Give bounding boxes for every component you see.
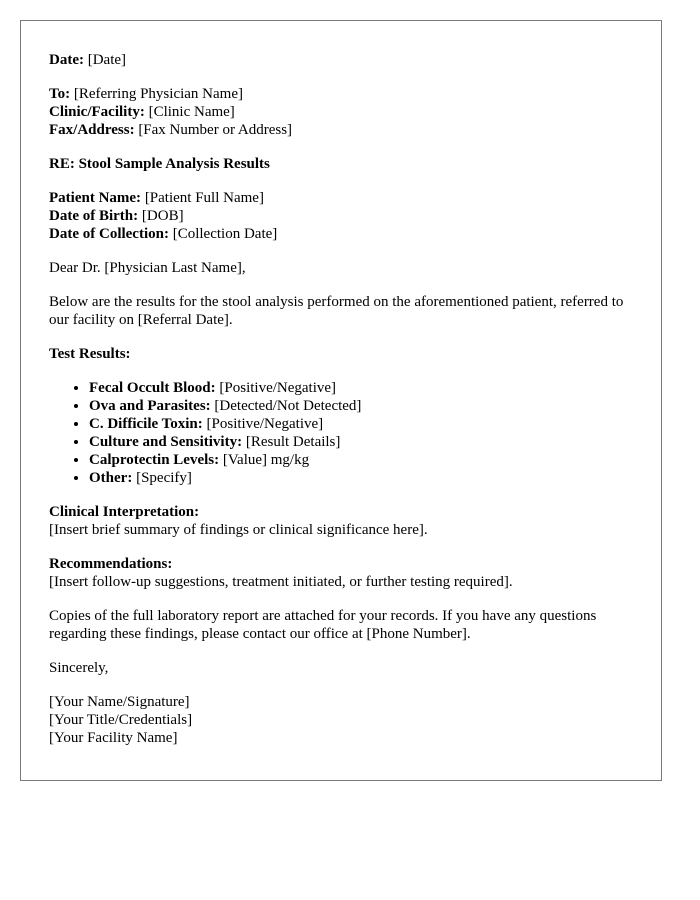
result-label: Calprotectin Levels: [89, 452, 220, 468]
test-results-heading [49, 345, 633, 363]
recipient-to [49, 85, 633, 103]
recommendations-section [49, 555, 633, 591]
recipient-clinic-value: [Clinic Name] [148, 104, 235, 120]
result-value: [Specify] [136, 470, 192, 486]
patient-name [49, 189, 633, 207]
result-label: Ova and Parasites: [89, 398, 211, 414]
recipient-to-label: To: [49, 86, 71, 102]
list-item [89, 451, 633, 469]
salutation: Dear Dr. [Physician Last Name], [49, 260, 246, 276]
subject-text: RE: Stool Sample Analysis Results [49, 156, 270, 172]
list-item [89, 379, 633, 397]
result-value: [Value] mg/kg [222, 452, 310, 468]
list-item [89, 469, 633, 487]
patient-name-label: Patient Name: [49, 190, 142, 206]
recipient-clinic-label: Clinic/Facility: [49, 104, 145, 120]
patient-block [49, 189, 633, 243]
list-item [89, 433, 633, 451]
recipient-fax-label: Fax/Address: [49, 122, 135, 138]
sign-off: Sincerely, [49, 660, 109, 676]
recipient-block [49, 85, 633, 139]
signature-facility: [Your Facility Name] [49, 730, 178, 746]
recommendations-heading: Recommendations: [49, 556, 173, 572]
result-label: Culture and Sensitivity: [89, 434, 243, 450]
patient-dob-label: Date of Birth: [49, 208, 139, 224]
signature-title: [Your Title/Credentials] [49, 712, 193, 728]
recipient-fax-value: [Fax Number or Address] [138, 122, 293, 138]
recipient-to-value: [Referring Physician Name] [73, 86, 243, 102]
letter-document [20, 20, 662, 781]
patient-name-value: [Patient Full Name] [144, 190, 264, 206]
result-value: [Positive/Negative] [219, 380, 337, 396]
result-label: C. Difficile Toxin: [89, 416, 203, 432]
date-label: Date: [49, 52, 84, 68]
result-value: [Positive/Negative] [206, 416, 324, 432]
test-results-heading-text: Test Results: [49, 346, 131, 362]
interpretation-heading: Clinical Interpretation: [49, 504, 200, 520]
recipient-clinic [49, 103, 633, 121]
closing-paragraph: Copies of the full laboratory report are attached for your records. If you have any questions regarding these findings, please contact our office at [Phone Number]. [49, 608, 597, 642]
patient-collection-value: [Collection Date] [172, 226, 278, 242]
recipient-fax [49, 121, 633, 139]
interpretation-text: [Insert brief summary of findings or clinical significance here]. [49, 522, 428, 538]
result-label: Other: [89, 470, 133, 486]
list-item [89, 415, 633, 433]
interpretation-section [49, 503, 633, 539]
patient-collection-label: Date of Collection: [49, 226, 169, 242]
subject-line [49, 155, 633, 173]
signature-name: [Your Name/Signature] [49, 694, 190, 710]
list-item [89, 397, 633, 415]
result-label: Fecal Occult Blood: [89, 380, 216, 396]
patient-collection [49, 225, 633, 243]
intro-paragraph: Below are the results for the stool analysis performed on the aforementioned patient, referred to our facility on [Referral Date]. [49, 294, 624, 328]
test-results-list [49, 379, 633, 487]
result-value: [Result Details] [245, 434, 341, 450]
recommendations-text: [Insert follow-up suggestions, treatment initiated, or further testing required]. [49, 574, 513, 590]
patient-dob [49, 207, 633, 225]
patient-dob-value: [DOB] [141, 208, 184, 224]
result-value: [Detected/Not Detected] [214, 398, 362, 414]
date-line [49, 51, 633, 69]
signature-block [49, 693, 633, 747]
date-value: [Date] [87, 52, 127, 68]
